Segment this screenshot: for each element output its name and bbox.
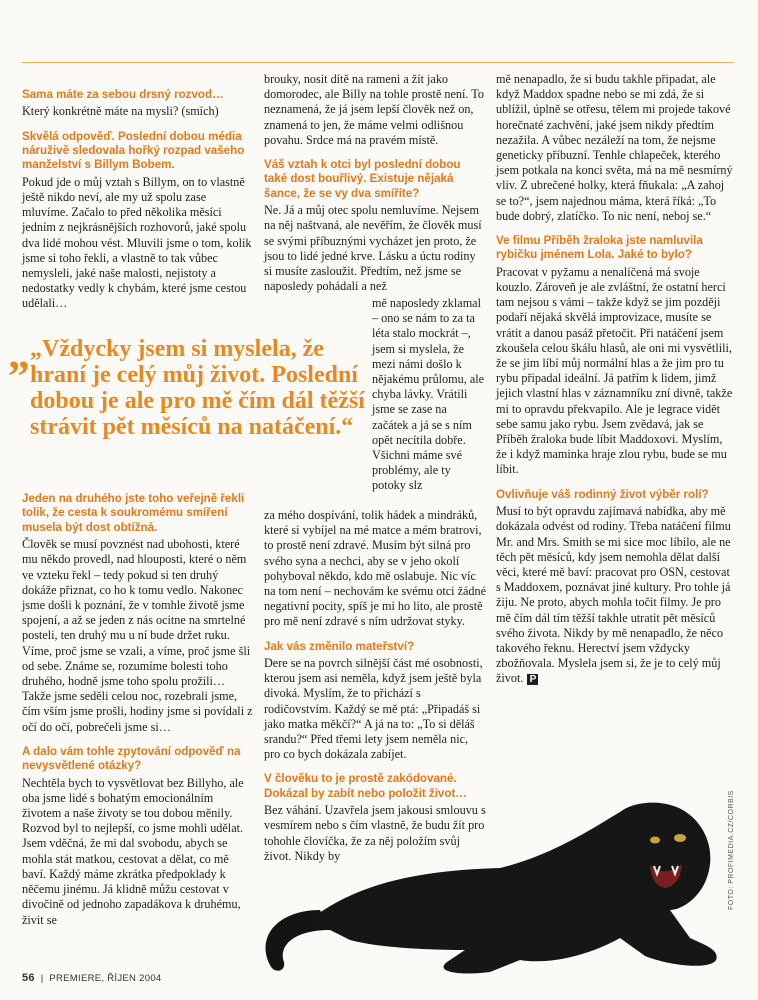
column-2-top [264,72,486,295]
paragraph: za mého dospívání, tolik hádek a mindráků, které si vybíjel na mé matce a mém bratrovi, to prostě není zdravé. Musím být silná pro svého syna a nechci, aby se v jeho okolí pohyboval někdo, kdo mě oslabuje. Nic víc na tom není – nechovám ke svému otci žádné negativní pocity, spíš je mi ho líto, ale prostě pro mě není zdravé s ním udržovat styky. [264,508,487,629]
question-heading: Skvělá odpověď. Poslední dobou média náruživě sledovala hořký rozpad vašeho manželství s Billym Bobem. [22,129,245,172]
question-heading: Sama máte za sebou drsný rozvod… [22,88,224,101]
paragraph: Bez váhání. Uzavřela jsem jakousi smlouvu s vesmírem nebo s čím vlastně, že budu žít pro tohohle človíčka, že za něj položím svůj život. Nikdy by [264,803,486,863]
question-heading: Váš vztah k otci byl poslední dobou také dost bouřlivý. Existuje nějaká šance, že se vy dva smíříte? [264,158,461,200]
question-heading: Ovlivňuje váš rodinný život výběr rolí? [496,487,709,501]
paragraph: mě naposledy zklamal – ono se nám to za ta léta stalo mockrát –, jsem si myslela, že mezi námi došlo k nějakému průlomu, ale chyba lávky. Vrátili jsme se zase na začátek a já se s ním opět necítila dobře. Všichni máme své problémy, ale ty potoky slz [372,296,485,493]
question-heading: A dalo vám tohle zpytování odpověď na nevysvětlené otázky? [22,744,241,773]
top-rule [22,62,734,63]
paragraph: Člověk se musí povznést nad ubohosti, které mu někdo provedl, nad hlouposti, které o něm ve vzteku řekl – tedy pokud si ten druhý dokáže přiznat, co ho k tomu vedlo. Nakonec jsme došli k poznání, že v tomhle životě jsme spojení, a až se jeden z nás ocitne na smrtelné posteli, ten druhý mu u ní bude držet ruku. Víme, proč jsme se vzali, a víme, proč jsme šli od sebe. Známe se, rozumíme bolesti toho druhého, hodně jsme toho spolu prožili… Takže jsme seděli celou noc, rozebrali jsme, čím vším jsme prošli, hodiny jsme si povídali z očí do očí, pobrečeli jsme si… [22,537,253,734]
paragraph: mě nenapadlo, že si budu takhle připadat, ale když Maddox spadne nebo se mi zdá, že si ublížil, úplně se otřesu, tělem mi projede takové horečnaté zachvění, jaké jsem nikdy předtím nezažila. A vůbec nezáleží na tom, že nejsme geneticky příbuzní. Tenhle chlapeček, kterého jsem potkala na konci světa, má na mě nesmírný vliv. Z ubrečené holky, která fňukala: „A zahoj se to?“, jsem najednou máma, která říká: „To bude dobrý, zlatíčko. To nic není, neboj se.“ [496,72,733,223]
question-heading: V člověku to je prostě zakódované. Dokázal by zabít nebo položit život… [264,772,467,800]
end-of-article-mark: P [527,674,538,685]
paragraph: Ne. Já a můj otec spolu nemluvíme. Nejsem na něj naštvaná, ale nevěřím, že člověk musí se svými příbuznými vycházet jen proto, že jsou to lidé jedné krve. Lásku a úctu rodiny si musíte zasloužit. Předtím, než jsme se naposledy pohádali a než [264,203,482,294]
paragraph: Nechtěla bych to vysvětlovat bez Billyho, ale oba jsme lidé s bohatým emocionálním životem a naše životy se tou dobou měnily. Rozvod byl to nejlepší, co jsme mohli udělat. Jsem vděčná, že mi dal svobodu, abych se mohla stát matkou, cestovat a dělat, co mě baví. Každý máme zkrátka předpoklady k něčemu jinému. Já klidně můžu cestovat v divočině od jednoho zapadákova k druhému, živit se [22,775,244,927]
pull-quote: „Vždycky jsem si myslela, že hraní je celý můj život. Poslední dobou je ale pro mě čím dál těžší strávit pět měsíců na natáčení.“ [30,336,365,440]
paragraph: Který konkrétně máte na mysli? (smích) [22,104,219,119]
page-footer: 56 | PREMIERE, ŘÍJEN 2004 [22,972,162,984]
paragraph: Pokud jde o můj vztah s Billym, on to vlastně ještě nikdo neví, ale my už spolu zase mluvíme. Začalo to před několika měsíci jedním z nejkrásnějších rozhovorů, jaké spolu dva lidé mohou vést. Mluvili jsme o tom, kolik jsme si toho řekli, a vlastně to tak vůbec nemysleli, jaké naše malosti, nejistoty a nedostatky vedly k chybám, které jsme cestou udělali… [22,174,252,311]
photo-credit: FOTO: PROFIMEDIA.CZ/CORBIS [728,790,735,910]
black-panther-photo [250,760,740,980]
column-3 [496,72,734,688]
paragraph: Pracovat v pyžamu a nenalíčená má svoje kouzlo. Zároveň je ale zvláštní, že ostatní herci tam nejsou s vámi – takže když se jim později podaří nějaká skvělá improvizace, musíte se vrátit a danou pasáž přetočit. Při natáčení jsem zkoušela celou škálu hlasů, ale oni mi vysvětlili, že se jim líbí můj normální hlas a že jim pro tu rybu připadal ideální. Já patřím k lidem, jimž jejich vlastní hlas v záznamníku zní divně, takže mi to opravdu překvapilo. Ale je legrace vidět sebe samu jako rybu. Jsem zvědavá, jak se Příběh žraloka bude líbit Maddoxovi. Myslím, že i když maminka hraje zlou rybu, bude se mu líbit. [496,264,733,477]
column-2-narrow [372,296,486,495]
column-1-bottom [22,492,254,929]
paragraph: brouky, nosit dítě na rameni a žít jako domorodec, ale Billy na tohle prostě není. To neznamená, že já jsem lepší člověk než on, znamená to jen, že máme velmi odlišnou povahu. Srdce má na pravém místě. [264,72,484,147]
question-heading: Jak vás změnilo mateřství? [264,639,415,653]
page-number: 56 [22,972,35,984]
pull-quote-mark: „ [8,329,30,378]
paragraph: Dere se na povrch silnější část mé osobnosti, kterou jsem asi neměla, když jsem ještě byla divoká. Myslím, že to přichází s rodičovstvím. Každý se mě ptá: „Připadáš si jako matka měkčí?“ A já na to: „To si děláš srandu?“ Před třemi lety jsem neměla nic, pro co bych dokázala zabíjet. [264,656,483,762]
column-1-top [22,88,254,313]
question-heading: Ve filmu Příběh žraloka jste namluvila rybičku jménem Lola. Jaké to bylo? [496,234,703,262]
paragraph: Musí to být opravdu zajímavá nabídka, aby mě dokázala odvést od rodiny. Třeba natáčení filmu Mr. and Mrs. Smith se mi sice moc líbilo, ale ne těch pět měsíců, kdy jsem nemohla dělat další věci, které mě baví: pracovat pro OSN, cestovat s Maddoxem, poznávat jiné kultury. Pro tohle já žiju. Ne proto, abych mohla točit filmy. Je pro mě čím dál tím těžší takhle utratit pět měsíců svého života. Nikdy by mě nenapadlo, že něco takového řeknu. Herectví jsem vždycky zbožňovala. Myslela jsem si, že je to celý můj život. P [496,504,731,686]
publication-info: PREMIERE, ŘÍJEN 2004 [49,973,162,984]
question-heading: Jeden na druhého jste toho veřejně řekli tolik, že cesta k soukromému smíření musela být dost obtížná. [22,492,245,534]
